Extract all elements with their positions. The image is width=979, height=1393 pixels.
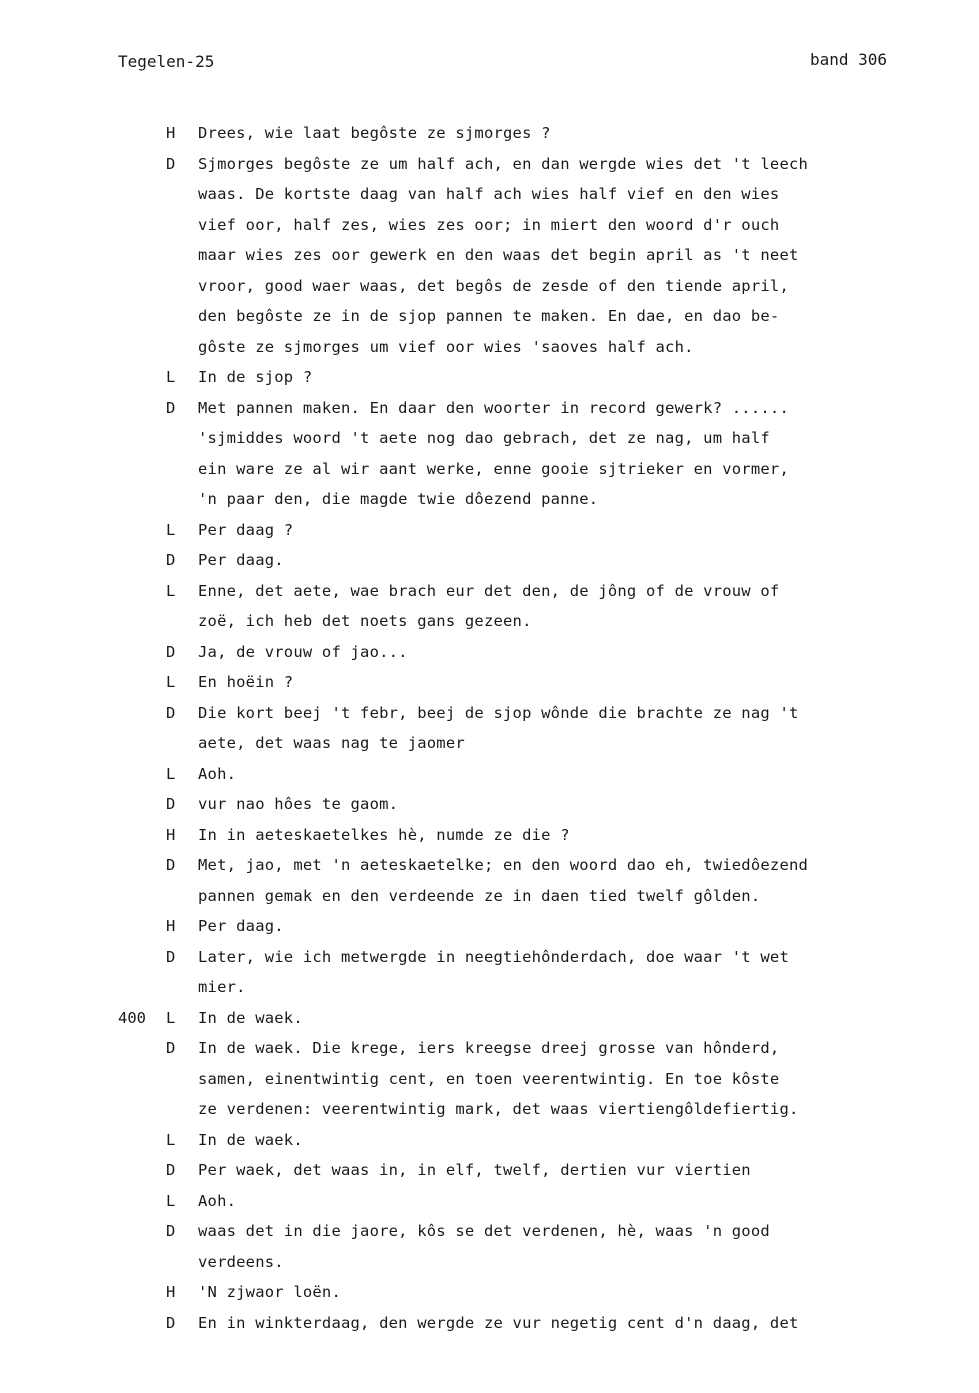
transcript-line: [0, 1219, 979, 1250]
transcript-turn: [0, 1280, 979, 1311]
transcript-turn: [0, 152, 979, 366]
utterance-text: In de waek. Die krege, iers kreegse dreej grosse van hônderd,: [198, 1039, 780, 1057]
transcript-turn: [0, 701, 979, 762]
utterance-text: pannen gemak en den verdeende ze in daen tied twelf gôlden.: [198, 886, 761, 905]
transcript-line: [0, 792, 979, 823]
transcript-line: [0, 1097, 979, 1128]
utterance-text: waas. De kortste daag van half ach wies half vief en den wies: [198, 185, 780, 203]
utterance-text: Drees, wie laat begôste ze sjmorges ?: [198, 124, 551, 142]
speaker-label: D: [166, 703, 176, 722]
speaker-label: D: [166, 642, 176, 661]
utterance-text: maar wies zes oor gewerk en den waas det begin april as 't neet: [198, 246, 799, 264]
transcript-line: [0, 487, 979, 518]
speaker-label: D: [166, 947, 176, 966]
utterance-text: Per daag ?: [198, 520, 294, 539]
utterance-text: mier.: [198, 978, 246, 996]
utterance-text: En in winkterdaag, den wergde ze vur negetig cent d'n daag, det: [198, 1313, 799, 1332]
utterance-text: samen, einentwintig cent, en toen veerentwintig. En toe kôste: [198, 1069, 780, 1088]
transcript-line: [0, 457, 979, 488]
speaker-label: D: [166, 551, 176, 569]
transcript-turn: [0, 579, 979, 640]
speaker-label: L: [166, 673, 176, 691]
transcript-turn: [0, 823, 979, 854]
utterance-text: Aoh.: [198, 1191, 237, 1210]
speaker-label: H: [166, 1283, 176, 1301]
transcript-turn: [0, 1006, 979, 1037]
transcript-line: [0, 823, 979, 854]
utterance-text: 'sjmiddes woord 't aete nog dao gebrach, det ze nag, um half: [198, 429, 770, 447]
utterance-text: verdeens.: [198, 1252, 284, 1271]
transcript-turn: [0, 1128, 979, 1159]
speaker-label: H: [166, 124, 176, 142]
transcript-line: [0, 121, 979, 152]
document-id: Tegelen-25: [118, 52, 215, 71]
transcript-line: [0, 701, 979, 732]
utterance-text: vroor, good waer waas, det begôs de zesde of den tiende april,: [198, 276, 789, 295]
utterance-text: En hoëin ?: [198, 673, 294, 691]
transcript-line: [0, 975, 979, 1006]
utterance-text: 'N zjwaor loën.: [198, 1283, 341, 1301]
transcript-line: [0, 1158, 979, 1189]
interview-transcript: [0, 121, 979, 1341]
tape-number: band 306: [810, 50, 888, 69]
transcript-turn: [0, 121, 979, 152]
transcript-line: [0, 396, 979, 427]
utterance-text: vur nao hôes te gaom.: [198, 795, 399, 813]
utterance-text: In in aeteskaetelkes hè, numde ze die ?: [198, 825, 570, 844]
transcript-turn: [0, 853, 979, 914]
transcript-turn: [0, 1219, 979, 1280]
transcript-line: [0, 365, 979, 396]
utterance-text: vief oor, half zes, wies zes oor; in miert den woord d'r ouch: [198, 215, 780, 234]
speaker-label: L: [166, 1130, 176, 1149]
utterance-text: ze verdenen: veerentwintig mark, det waas viertiengôldefiertig.: [198, 1100, 799, 1118]
utterance-text: ein ware ze al wir aant werke, enne gooie sjtrieker en vormer,: [198, 459, 789, 478]
transcript-line: [0, 1250, 979, 1281]
transcript-turn: [0, 792, 979, 823]
transcript-line: [0, 243, 979, 274]
transcript-line: [0, 182, 979, 213]
speaker-label: D: [166, 154, 176, 173]
transcript-line: [0, 1067, 979, 1098]
transcript-turn: [0, 670, 979, 701]
transcript-turn: [0, 640, 979, 671]
utterance-text: In de waek.: [198, 1008, 303, 1027]
utterance-text: Met pannen maken. En daar den woorter in record gewerk? ......: [198, 398, 789, 417]
utterance-text: Per daag.: [198, 917, 284, 935]
transcript-line: [0, 548, 979, 579]
utterance-text: Ja, de vrouw of jao...: [198, 642, 408, 661]
transcript-line: [0, 1311, 979, 1342]
transcript-line: [0, 1280, 979, 1311]
transcript-line: [0, 1189, 979, 1220]
speaker-label: D: [166, 1161, 176, 1179]
utterance-text: Die kort beej 't febr, beej de sjop wônde die brachte ze nag 't: [198, 703, 799, 722]
transcript-line: [0, 914, 979, 945]
speaker-label: L: [166, 581, 176, 600]
speaker-label: L: [166, 520, 176, 539]
utterance-text: Sjmorges begôste ze um half ach, en dan wergde wies det 't leech: [198, 154, 809, 173]
transcript-turn: [0, 762, 979, 793]
utterance-text: zoë, ich heb det noets gans gezeen.: [198, 612, 532, 630]
transcript-line: [0, 609, 979, 640]
transcript-line: [0, 884, 979, 915]
transcript-line: [0, 1128, 979, 1159]
speaker-label: D: [166, 795, 176, 813]
utterance-text: Later, wie ich metwergde in neegtiehônderdach, doe waar 't wet: [198, 947, 789, 966]
speaker-label: D: [166, 856, 176, 874]
counter-number: 400: [118, 1008, 146, 1027]
transcript-line: [0, 518, 979, 549]
transcript-line: [0, 670, 979, 701]
transcript-line: [0, 640, 979, 671]
transcript-line: [0, 731, 979, 762]
transcript-turn: [0, 548, 979, 579]
utterance-text: Met, jao, met 'n aeteskaetelke; en den woord dao eh, twiedôezend: [198, 856, 809, 874]
speaker-label: D: [166, 1222, 176, 1240]
transcript-line: [0, 579, 979, 610]
transcript-line: [0, 945, 979, 976]
transcript-line: [0, 1036, 979, 1067]
transcript-turn: [0, 914, 979, 945]
speaker-label: D: [166, 1039, 176, 1057]
transcript-line: [0, 304, 979, 335]
transcript-line: [0, 853, 979, 884]
utterance-text: Enne, det aete, wae brach eur det den, de jông of de vrouw of: [198, 581, 780, 600]
speaker-label: L: [166, 1008, 176, 1027]
utterance-text: Per waek, det waas in, in elf, twelf, dertien vur viertien: [198, 1161, 751, 1179]
utterance-text: In de waek.: [198, 1130, 303, 1149]
speaker-label: D: [166, 398, 176, 417]
transcript-turn: [0, 1189, 979, 1220]
transcript-turn: [0, 1036, 979, 1128]
utterance-text: 'n paar den, die magde twie dôezend panne.: [198, 490, 599, 508]
speaker-label: H: [166, 825, 176, 844]
transcript-line: [0, 1006, 979, 1037]
transcript-turn: [0, 1311, 979, 1342]
transcript-line: [0, 335, 979, 366]
transcript-line: [0, 274, 979, 305]
transcript-line: [0, 152, 979, 183]
speaker-label: L: [166, 368, 176, 386]
transcript-line: [0, 762, 979, 793]
utterance-text: Aoh.: [198, 764, 237, 783]
speaker-label: L: [166, 764, 176, 783]
transcript-turn: [0, 396, 979, 518]
utterance-text: waas det in die jaore, kôs se det verdenen, hè, waas 'n good: [198, 1222, 770, 1240]
transcript-turn: [0, 945, 979, 1006]
utterance-text: den begôste ze in de sjop pannen te maken. En dae, en dao be-: [198, 307, 780, 325]
transcript-line: [0, 426, 979, 457]
utterance-text: aete, det waas nag te jaomer: [198, 734, 465, 752]
speaker-label: H: [166, 917, 176, 935]
utterance-text: Per daag.: [198, 551, 284, 569]
utterance-text: gôste ze sjmorges um vief oor wies 'saoves half ach.: [198, 337, 694, 356]
transcript-turn: [0, 1158, 979, 1189]
transcript-turn: [0, 518, 979, 549]
transcript-line: [0, 213, 979, 244]
speaker-label: L: [166, 1191, 176, 1210]
utterance-text: In de sjop ?: [198, 368, 313, 386]
transcript-turn: [0, 365, 979, 396]
speaker-label: D: [166, 1313, 176, 1332]
